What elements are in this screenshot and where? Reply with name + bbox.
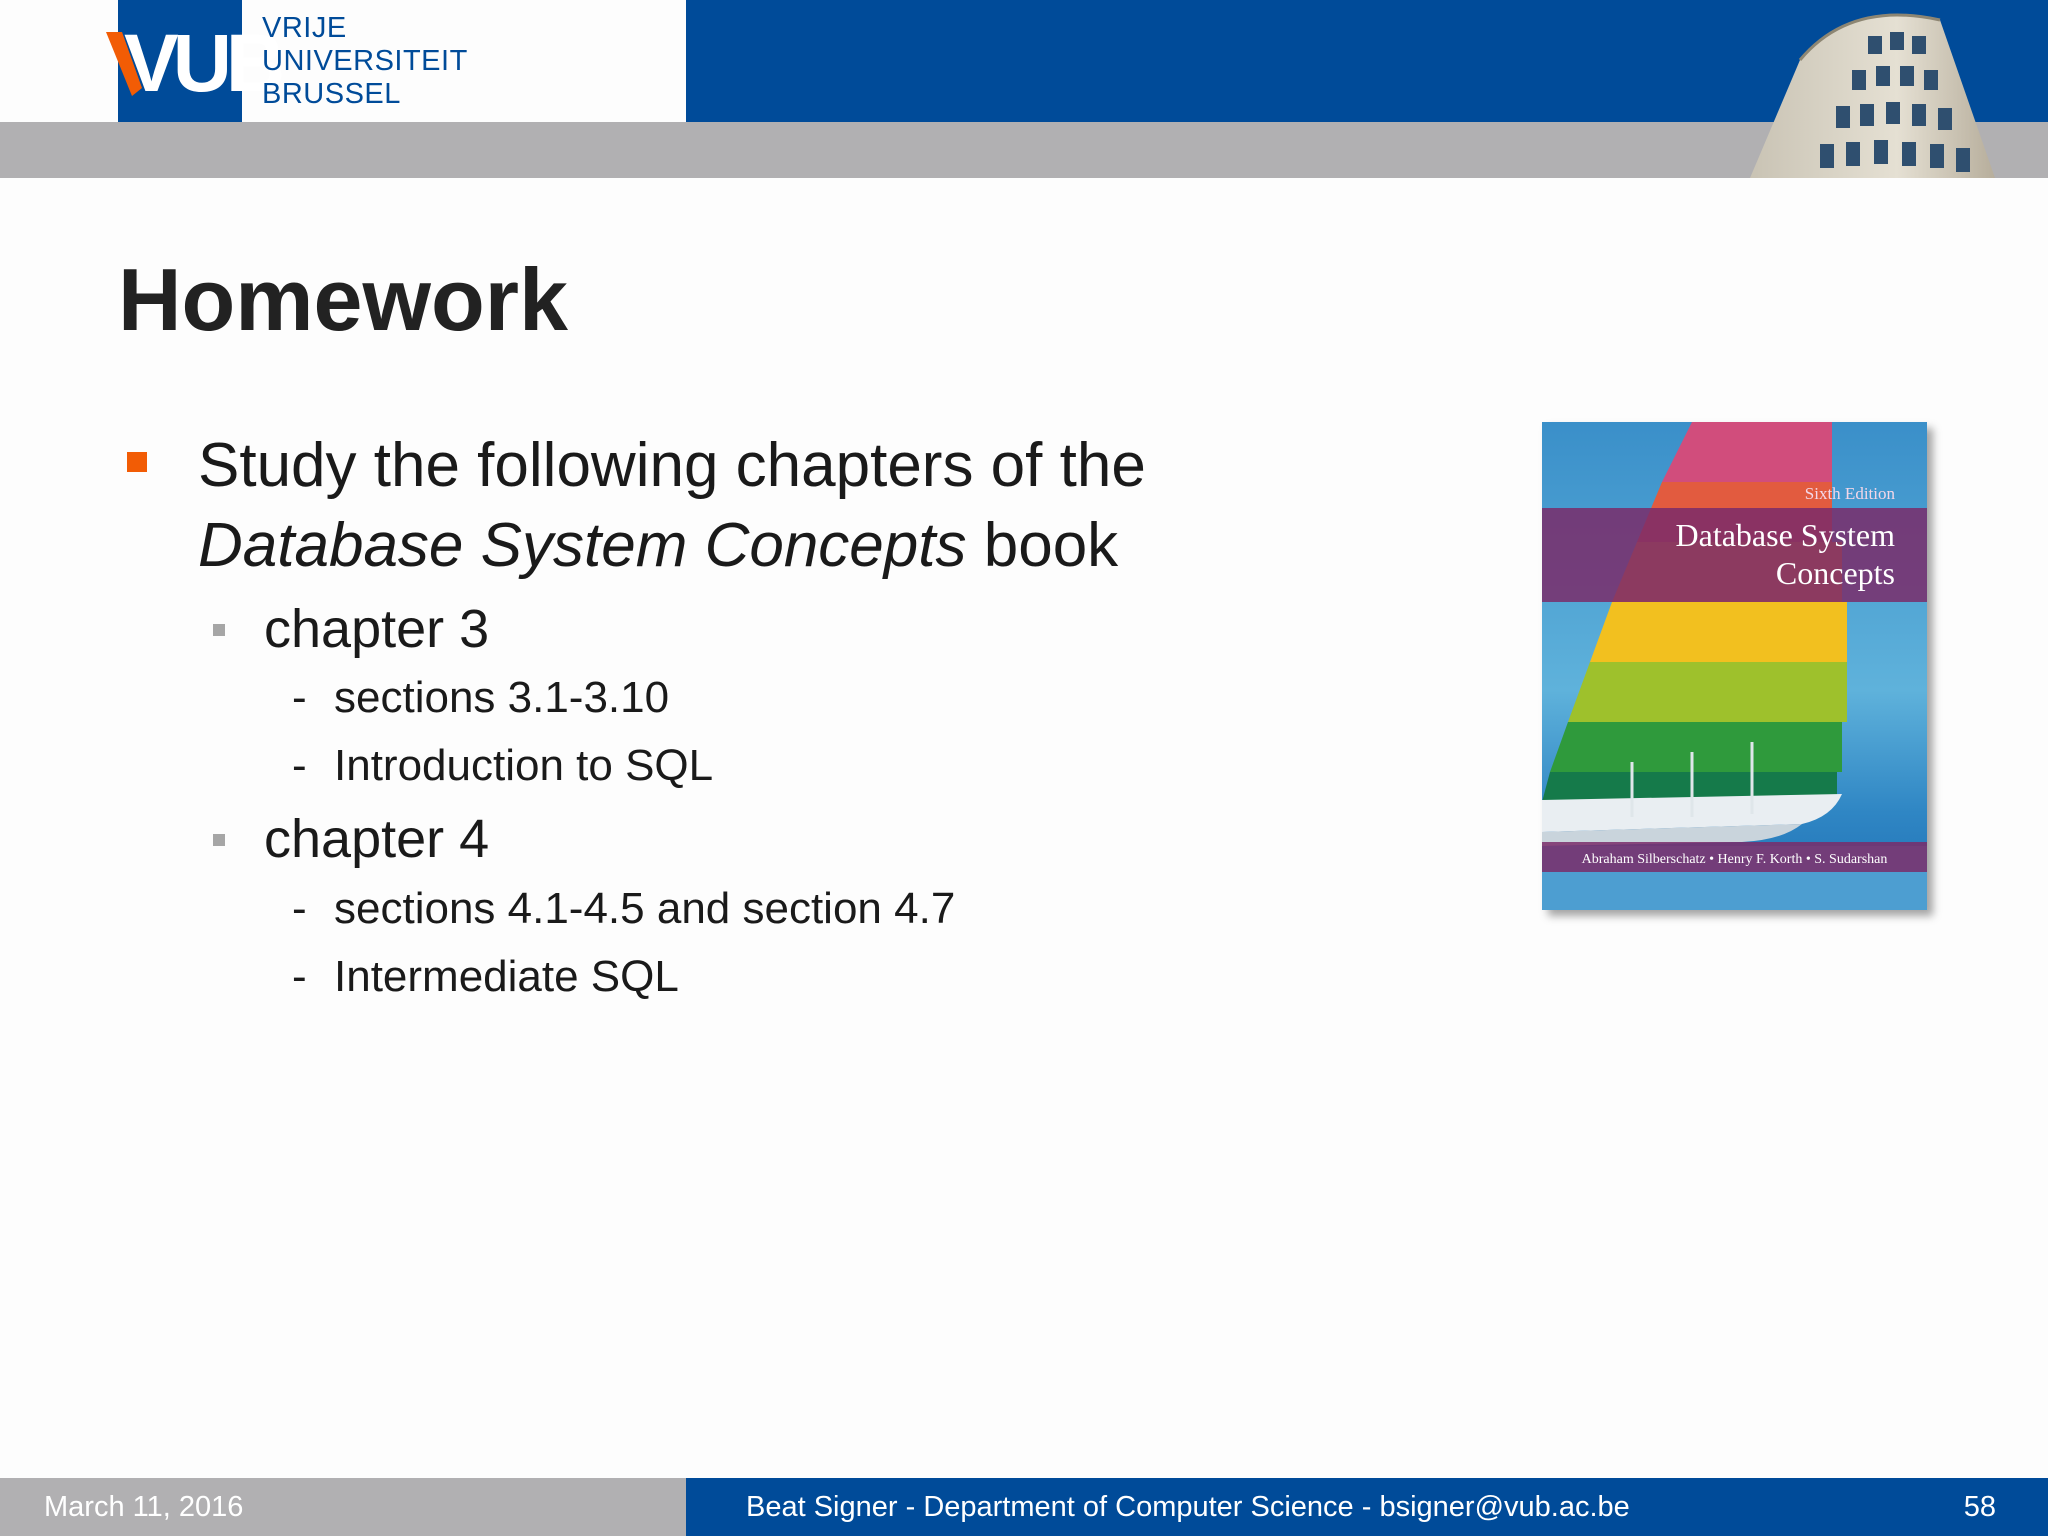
book-word: book	[966, 511, 1119, 580]
chapter-3-label: chapter 3	[264, 599, 490, 659]
logo-line-1: VRIJE	[262, 12, 347, 44]
logo-line-3: BRUSSEL	[262, 78, 401, 110]
footer-page-number: 58	[1963, 1491, 1996, 1523]
chapter-4-item-2: Intermediate SQL	[334, 952, 679, 1001]
chapter-3-item-1: sections 3.1-3.10	[334, 673, 670, 722]
sub-bullet-icon	[213, 834, 225, 846]
chapter-4-label: chapter 4	[264, 809, 490, 869]
book-cover-title	[1676, 516, 1896, 592]
book-edition: Sixth Edition	[1804, 484, 1895, 503]
footer-author-info: Beat Signer - Department of Computer Science - bsigner@vub.ac.be	[746, 1491, 1630, 1523]
footer-date: March 11, 2016	[44, 1491, 244, 1523]
logo-letters: VUB	[124, 18, 280, 109]
chapter-4-item-1: sections 4.1-4.5 and section 4.7	[334, 884, 956, 933]
book-title-italic: Database System Concepts	[198, 511, 967, 580]
building-image-icon	[1740, 0, 2000, 178]
book-cover-title-line-2: Concepts	[1775, 555, 1895, 591]
dash-icon: -	[292, 884, 307, 933]
logo-wordmark	[262, 12, 468, 111]
dash-icon: -	[292, 673, 307, 722]
book-cover-image	[1542, 422, 1927, 910]
logo-line-2: UNIVERSITEIT	[262, 45, 468, 77]
book-cover-title-line-1: Database System	[1675, 517, 1895, 553]
chapter-3-item-2: Introduction to SQL	[334, 741, 714, 790]
bullet-line-2	[198, 506, 1118, 586]
dash-icon: -	[292, 952, 307, 1001]
sub-bullet-icon	[213, 624, 225, 636]
dash-icon: -	[292, 741, 307, 790]
bullet-line-1: Study the following chapters of the	[198, 431, 1146, 500]
slide-title: Homework	[118, 250, 568, 349]
book-authors: Abraham Silberschatz • Henry F. Korth • S. Sudarshan	[1581, 852, 1888, 867]
bullet-square-icon	[127, 452, 147, 472]
